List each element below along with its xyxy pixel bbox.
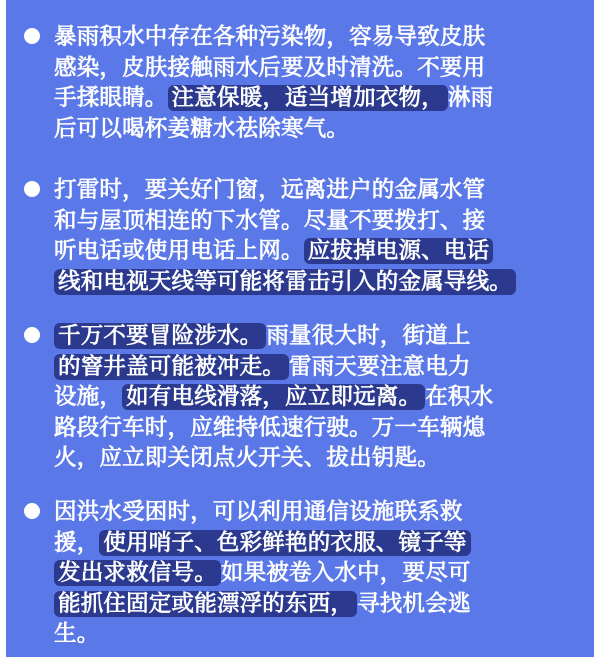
highlight-segment: 注意保暖，适当增加衣物，	[168, 85, 448, 111]
text-segment: 暴雨积水中存在各种污染物，容易导致皮肤	[54, 24, 486, 50]
tip-line	[54, 413, 554, 444]
tip-line	[54, 619, 554, 650]
highlight-segment: 使用哨子、色彩鲜艳的衣服、镜子等	[99, 530, 470, 556]
text-segment: 生。	[54, 621, 100, 647]
tip-item-trapped	[54, 497, 554, 650]
text-segment: 和与屋顶相连的下水管。尽量不要拨打、接	[54, 207, 486, 234]
bullet-icon	[24, 503, 40, 519]
text-segment: 路段行车时，应维持低速行驶。万一车辆熄	[54, 414, 486, 441]
tip-line	[54, 382, 554, 413]
tip-line	[54, 352, 554, 383]
text-segment: 雨量很大时，街道上	[266, 323, 471, 349]
tip-line	[54, 528, 554, 559]
highlight-segment: 如有电线滑落，应立即远离。	[122, 384, 425, 410]
tip-item-lightning	[54, 175, 554, 297]
text-segment: 火，应立即关闭点火开关、拔出钥匙。	[54, 445, 440, 471]
tip-line	[54, 114, 554, 145]
tip-line	[54, 443, 554, 474]
tip-line	[54, 267, 554, 298]
highlight-segment: 线和电视天线等可能将雷击引入的金属导线。	[54, 269, 516, 295]
text-segment: 设施，	[54, 384, 123, 410]
tip-line	[54, 236, 554, 267]
text-segment: 如果被卷入水中，要尽可	[220, 560, 471, 586]
tip-line	[54, 558, 554, 589]
text-segment: 援，	[54, 529, 100, 556]
text-segment: 寻找机会逃	[357, 590, 471, 617]
tip-item-hygiene	[54, 22, 554, 144]
tip-line	[54, 53, 554, 84]
text-segment: 在积水	[425, 384, 494, 410]
content-panel	[6, 0, 594, 657]
highlight-segment: 能抓住固定或能漂浮的东西，	[54, 591, 357, 617]
tip-item-flood-driving	[54, 321, 554, 474]
tip-line	[54, 206, 554, 237]
text-segment: 感染，皮肤接触雨水后要及时清洗。不要用	[54, 54, 486, 81]
bullet-icon	[24, 181, 40, 197]
tip-line	[54, 83, 554, 114]
bullet-icon	[24, 327, 40, 343]
tip-line	[54, 175, 554, 206]
text-segment: 后可以喝杯姜糖水祛除寒气。	[54, 115, 350, 142]
text-segment: 雷雨天要注意电力	[289, 353, 471, 380]
highlight-segment: 的窨井盖可能被冲走。	[54, 354, 289, 380]
text-segment: 因洪水受困时，可以利用通信设施联系救	[54, 499, 463, 525]
tip-line	[54, 589, 554, 620]
highlight-segment: 应拔掉电源、电话	[304, 238, 494, 264]
highlight-segment: 千万不要冒险涉水。	[54, 323, 266, 349]
text-segment: 听电话或使用电话上网。	[54, 238, 304, 264]
text-segment: 打雷时，要关好门窗，远离进户的金属水管	[54, 177, 486, 203]
tip-line	[54, 321, 554, 352]
bullet-icon	[24, 28, 40, 44]
tip-line	[54, 22, 554, 53]
text-segment: 手揉眼睛。	[54, 85, 168, 111]
tip-line	[54, 497, 554, 528]
text-segment: 淋雨	[447, 85, 494, 111]
highlight-segment: 发出求救信号。	[54, 560, 221, 586]
